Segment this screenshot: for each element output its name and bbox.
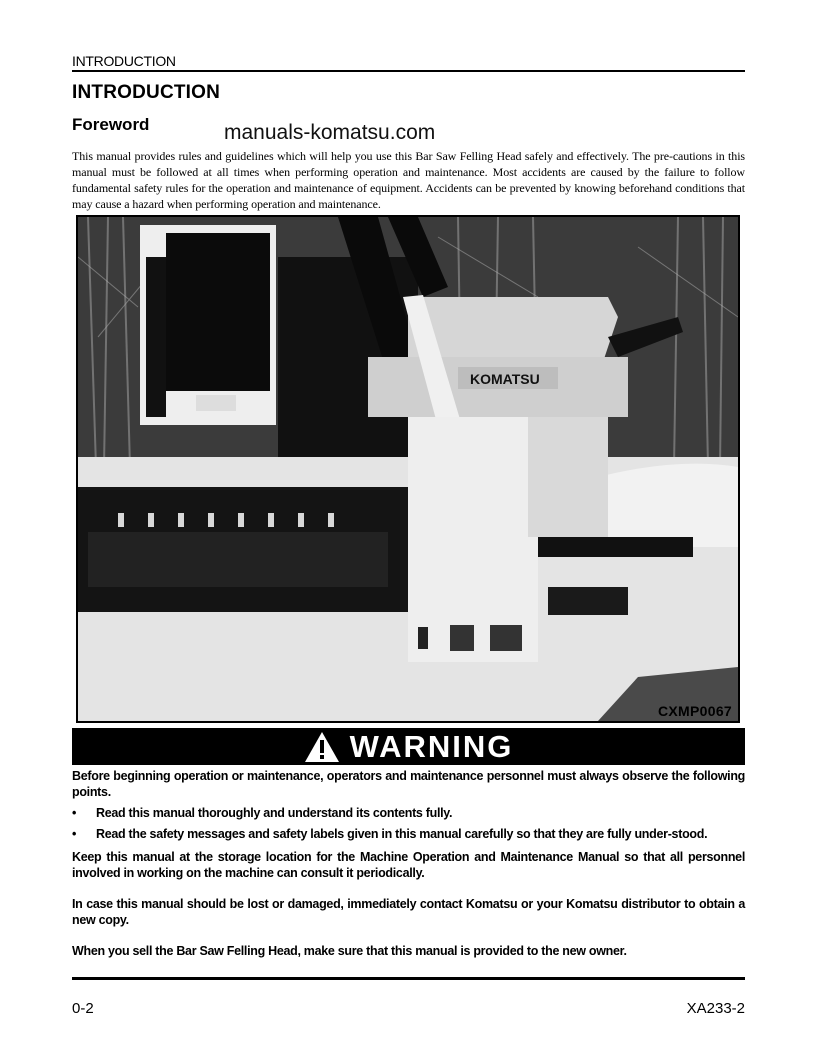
warning-intro: Before beginning operation or maintenance, operators and maintenance personnel must always observe the following points. [72,769,745,799]
feller-buncher-illustration [78,217,738,721]
warning-banner [72,728,745,765]
warning-paragraph-lost: In case this manual should be lost or damaged, immediately contact Komatsu or your Komatsu distributor to obtain a new copy. [72,897,745,927]
warning-paragraph-storage: Keep this manual at the storage location for the Machine Operation and Maintenance Manual so that all personnel involved in working on the machine can consult it periodically. [72,850,745,880]
footer-rule [72,977,745,980]
warning-bullet-list [72,805,745,842]
document-code: XA233-2 [686,1000,745,1017]
svg-text:KOMATSU: KOMATSU [470,371,540,387]
section-title: INTRODUCTION [72,82,221,103]
watermark: manuals-komatsu.com [224,121,436,144]
running-head: INTRODUCTION [72,53,176,69]
figure-code: CXMP0067 [658,703,732,719]
warning-paragraph-sell: When you sell the Bar Saw Felling Head, make sure that this manual is provided to the new owner. [72,944,627,958]
bullet-icon: • [72,806,77,820]
warning-bullet-item: • Read the safety messages and safety labels given in this manual carefully so that they are fully under-stood. [72,827,708,841]
warning-bullet-item: • Read this manual thoroughly and understand its contents fully. [72,806,453,820]
warning-label: WARNING [349,728,514,764]
page-number: 0-2 [72,1000,94,1017]
warning-body [72,768,745,959]
foreword-paragraph: This manual provides rules and guidelines which will help you use this Bar Saw Felling Head safely and effectively. The pre-cautions in this manual must be followed at all times when performing operation and maintenance. Most accidents are caused by the failure to follow fundamental safety rules for the operation and maintenance of equipment. Accidents can be prevented by knowing beforehand conditions that may cause a hazard when performing operation and maintenance. [72,149,745,211]
subsection-title: Foreword [72,115,150,134]
machine-photo [76,215,740,723]
header-rule [72,70,745,72]
warning-triangle-icon [304,731,340,763]
bullet-icon: • [72,827,77,841]
